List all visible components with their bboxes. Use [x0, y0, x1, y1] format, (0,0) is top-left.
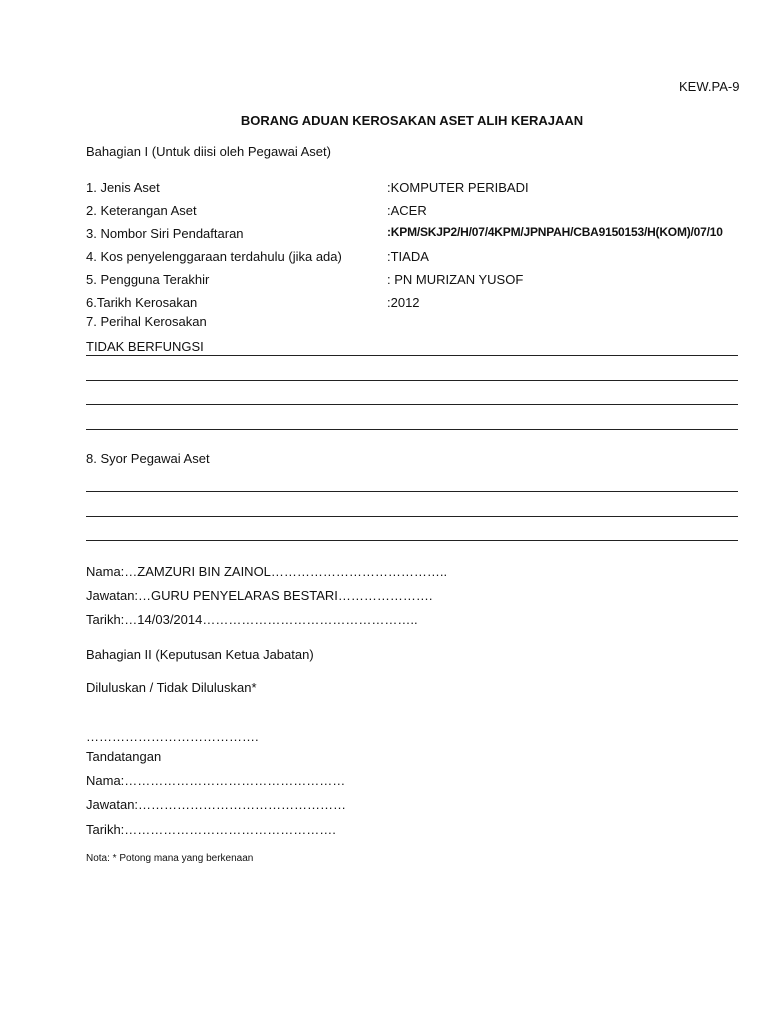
item-label-kos-penyelenggaraan: 4. Kos penyelenggaraan terdahulu (jika ada) — [86, 249, 342, 264]
item-value-kos-penyelenggaraan: :TIADA — [387, 249, 429, 264]
officer-name: Nama:…ZAMZURI BIN ZAINOL………………………………….. — [86, 564, 448, 579]
item-label-perihal-kerosakan: 7. Perihal Kerosakan — [86, 314, 207, 329]
damage-line-1 — [86, 355, 738, 356]
item-label-nombor-siri: 3. Nombor Siri Pendaftaran — [86, 226, 244, 241]
signature-dots: …………………………………. — [86, 729, 259, 744]
item-label-jenis-aset: 1. Jenis Aset — [86, 180, 160, 195]
damage-description: TIDAK BERFUNGSI — [86, 339, 204, 354]
recommendation-line-3 — [86, 540, 738, 541]
damage-line-4 — [86, 429, 738, 430]
recommendation-line-2 — [86, 516, 738, 517]
item-value-tarikh-kerosakan: :2012 — [387, 295, 420, 310]
head-name: Nama:…………………………………………… — [86, 773, 346, 788]
decision-text: Diluluskan / Tidak Diluluskan* — [86, 680, 257, 695]
item-label-tarikh-kerosakan: 6.Tarikh Kerosakan — [86, 295, 198, 310]
form-reference: KEW.PA-9 — [679, 79, 740, 94]
officer-recommendation-label: 8. Syor Pegawai Aset — [86, 451, 210, 466]
officer-date: Tarikh:…14/03/2014………………………………………….. — [86, 612, 418, 627]
form-title: BORANG ADUAN KEROSAKAN ASET ALIH KERAJAAN — [240, 113, 584, 128]
item-value-pengguna-terakhir: : PN MURIZAN YUSOF — [387, 272, 524, 287]
officer-position: Jawatan:…GURU PENYELARAS BESTARI…………………. — [86, 588, 433, 603]
item-label-keterangan-aset: 2. Keterangan Aset — [86, 203, 197, 218]
section-1-heading: Bahagian I (Untuk diisi oleh Pegawai Aset) — [86, 144, 331, 159]
item-label-pengguna-terakhir: 5. Pengguna Terakhir — [86, 272, 210, 287]
item-value-nombor-siri: :KPM/SKJP2/H/07/4KPM/JPNPAH/CBA9150153/H(KOM)/07/10 — [387, 225, 723, 239]
item-value-keterangan-aset: :ACER — [387, 203, 427, 218]
recommendation-line-1 — [86, 491, 738, 492]
damage-line-2 — [86, 380, 738, 381]
signature-label: Tandatangan — [86, 749, 162, 764]
head-position: Jawatan:………………………………………… — [86, 797, 347, 812]
damage-line-3 — [86, 404, 738, 405]
item-value-jenis-aset: :KOMPUTER PERIBADI — [387, 180, 529, 195]
head-date: Tarikh:…………………………………………. — [86, 822, 336, 837]
footnote: Nota: * Potong mana yang berkenaan — [86, 853, 254, 864]
section-2-heading: Bahagian II (Keputusan Ketua Jabatan) — [86, 647, 314, 662]
